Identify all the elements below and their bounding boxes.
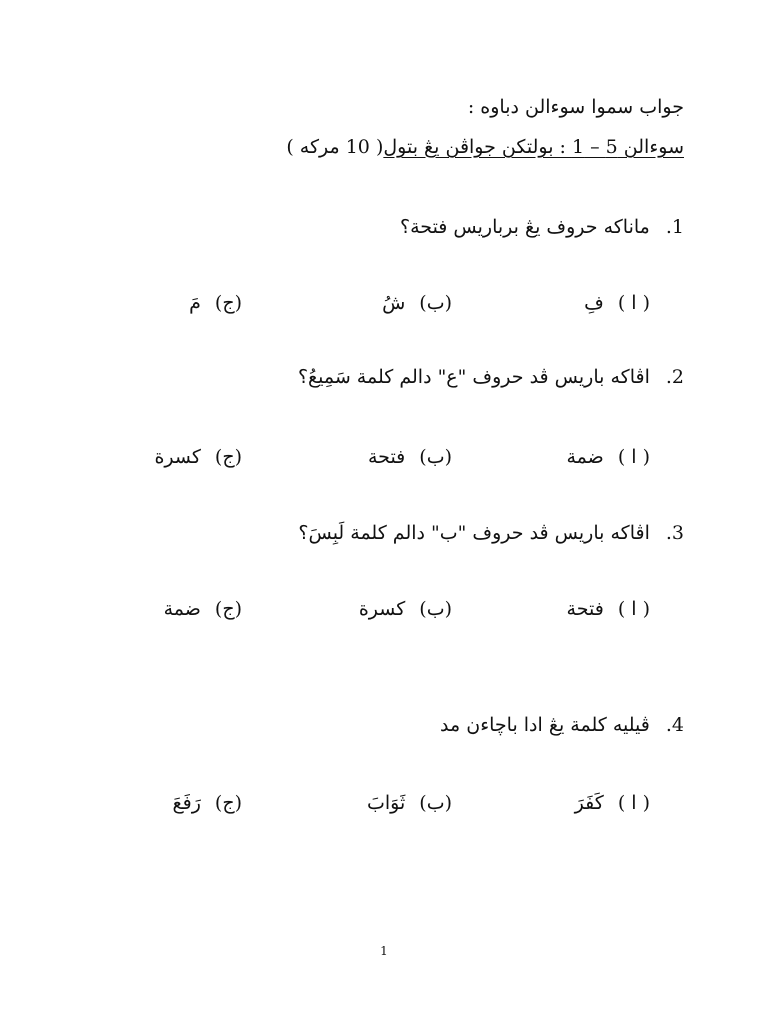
section-heading-underlined: سوءالن 5 – 1 : بولتكن جواڤن يڠ بتول bbox=[383, 136, 684, 158]
option-text: فتحة bbox=[368, 446, 406, 468]
option-label: (ج) bbox=[214, 598, 242, 620]
question-1 bbox=[400, 216, 684, 238]
question-2 bbox=[298, 366, 684, 388]
option-text: كسرة bbox=[358, 598, 406, 620]
question-3-option-b bbox=[359, 598, 452, 620]
question-number: 3. bbox=[665, 522, 684, 544]
option-text: ضمة bbox=[566, 446, 604, 468]
option-label: ( ا ) bbox=[617, 292, 650, 314]
option-text: ثَوَابَ bbox=[367, 792, 406, 814]
question-1-option-c bbox=[189, 292, 242, 314]
question-3 bbox=[298, 522, 684, 544]
question-4-option-c bbox=[173, 792, 242, 814]
option-label: (ب) bbox=[419, 292, 452, 314]
option-label: ( ا ) bbox=[617, 792, 650, 814]
option-label: ( ا ) bbox=[617, 446, 650, 468]
question-4-option-a bbox=[575, 792, 650, 814]
option-label: (ب) bbox=[419, 446, 452, 468]
question-text: ماناكه حروف يڠ برباريس فتحة؟ bbox=[400, 216, 650, 238]
instruction-line bbox=[468, 96, 684, 118]
option-text: كسرة bbox=[154, 446, 201, 468]
option-label: (ج) bbox=[214, 792, 242, 814]
question-text: اڤاكه باريس ڤد حروف "ب" دالم كلمة لَبِسَ؟ bbox=[298, 522, 650, 544]
question-1-option-a bbox=[584, 292, 650, 314]
option-text: شُ bbox=[382, 292, 406, 314]
question-4 bbox=[440, 714, 684, 736]
question-1-option-b bbox=[382, 292, 452, 314]
option-label: (ب) bbox=[419, 792, 452, 814]
option-text: فتحة bbox=[566, 598, 604, 620]
question-3-option-c bbox=[164, 598, 242, 620]
option-text: كَفَرَ bbox=[574, 792, 604, 814]
marks-note: ( 10 مركه ) bbox=[286, 136, 384, 158]
option-text: فِ bbox=[584, 292, 604, 314]
question-3-option-a bbox=[567, 598, 650, 620]
question-4-option-b bbox=[367, 792, 452, 814]
question-2-option-b bbox=[368, 446, 452, 468]
option-label: (ب) bbox=[419, 598, 452, 620]
option-label: ( ا ) bbox=[617, 598, 650, 620]
question-number: 1. bbox=[665, 216, 684, 238]
question-number: 4. bbox=[665, 714, 684, 736]
question-text: اڤاكه باريس ڤد حروف "ع" دالم كلمة سَمِيعُ؟ bbox=[297, 366, 650, 388]
option-label: (ج) bbox=[214, 292, 242, 314]
instruction-text: جواب سموا سوءالن دباوه : bbox=[467, 96, 684, 118]
question-number: 2. bbox=[665, 366, 684, 388]
option-label: (ج) bbox=[214, 446, 242, 468]
question-2-option-a bbox=[567, 446, 651, 468]
page-number: 1 bbox=[380, 944, 388, 958]
option-text: ضمة bbox=[163, 598, 201, 620]
question-2-option-c bbox=[154, 446, 242, 468]
option-text: رَفَعَ bbox=[172, 792, 201, 814]
question-text: ڤيليه كلمة يڠ ادا باچاءن مد bbox=[440, 714, 650, 736]
section-heading bbox=[286, 136, 684, 158]
option-text: مَ bbox=[189, 292, 201, 314]
